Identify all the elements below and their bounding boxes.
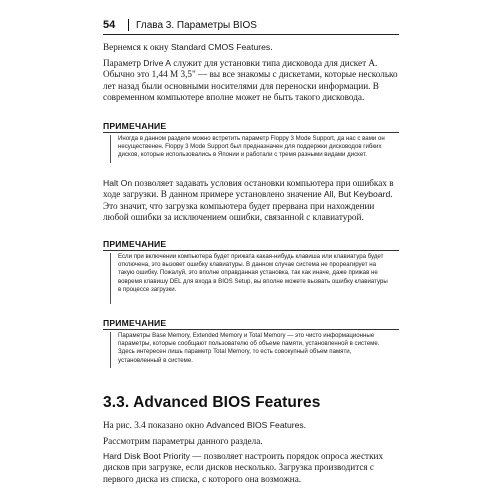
- paragraph-boot-priority: [103, 451, 399, 485]
- page-number: 54: [103, 19, 116, 31]
- paragraph-intro: [103, 42, 399, 53]
- note-bar: [110, 332, 111, 368]
- term-standard-cmos: Standard CMOS Features: [170, 42, 271, 52]
- paragraph-text: позволяет задавать условия остановки компьютера при ошибках в ходе загрузки. В данном примере установлено значение: [103, 178, 394, 200]
- header-rule: [103, 34, 399, 35]
- paragraph-consider: Рассмотрим параметры данного раздела.: [103, 436, 263, 446]
- term-halt-on: Halt On: [103, 178, 133, 188]
- note-heading: ПРИМЕЧАНИЕ: [103, 318, 167, 328]
- running-header: [103, 16, 403, 34]
- paragraph-figure-ref: [103, 420, 399, 431]
- term-drive-a: Drive A: [143, 58, 171, 68]
- note-rule: [103, 329, 399, 330]
- paragraph-drive-a: [103, 58, 399, 104]
- paragraph-text: Вернемся к окну: [103, 42, 171, 52]
- note-text: Иногда в данном разделе можно встретить параметр Floppy 3 Mode Support, да нас с вами он несущественен. Floppy 3 Mode Support был предназначен для поддержки дисководов гибких дисков, которые использовались в Японии и работали с тремя разными видами дискет.: [118, 135, 385, 159]
- paragraph-end: .: [303, 420, 307, 430]
- note-bar: [110, 135, 111, 163]
- note-rule: [103, 250, 399, 251]
- chapter-title: Глава 3. Параметры BIOS: [136, 20, 257, 31]
- paragraph-text: служит для установки типа дисковода для дискет A. Обычно это 1,44 M 3,5" — вы все знакомы с дискетами, которые несколько лет назад были основными носителями для переноски информации. В современном компьютере вполне может не быть такого дисковода.: [103, 58, 398, 103]
- term-advanced-bios: Advanced BIOS Features: [206, 420, 304, 430]
- paragraph-text: — позволяет настроить порядок опроса жестких дисков при загрузке, если дисков несколько. Загрузка производится с первого диска из списка, с которого она возможна.: [103, 451, 384, 484]
- note-text: Если при включении компьютера будет прижата какая-нибудь клавиша или клавиатура будет отключена, это вызовет ошибку клавиатуры. В данном случае система не прореагирует на такую ошибку. Пожалуй, это вполне оправданная установка, так как иначе, даже прижав не вовремя клавишу DEL для входа в BIOS Setup, вы вполне можете вызвать ошибку клавиатуры в процессе загрузки.: [118, 253, 388, 293]
- paragraph-text: . Это значит, что загрузка компьютера будет прервана при нахождении любой ошибки за исключением ошибки, связанной с клавиатурой.: [103, 189, 393, 223]
- header-separator: [128, 19, 129, 31]
- note-bar: [110, 253, 111, 304]
- paragraph-halt-on: [103, 178, 399, 224]
- paragraph-text: Параметр: [103, 58, 144, 68]
- note-heading: ПРИМЕЧАНИЕ: [103, 121, 167, 131]
- note-text: Параметры Base Memory, Extended Memory и Total Memory — это чисто информационные параметры, которые сообщают пользователю об объеме памяти, установленной в системе. Здесь интересен лишь параметр Total Memory, то есть совокупный объем памяти, установленный в системе.: [118, 332, 380, 364]
- note-rule: [103, 132, 399, 133]
- paragraph-text: На рис. 3.4 показано окно: [103, 420, 207, 430]
- term-all-but-keyboard: All, But Keyboard: [323, 189, 391, 200]
- section-title: 3.3. Advanced BIOS Features: [103, 394, 321, 411]
- term-hard-disk-boot-priority: Hard Disk Boot Priority: [103, 451, 190, 461]
- note-heading: ПРИМЕЧАНИЕ: [103, 239, 167, 249]
- paragraph-end: .: [270, 42, 273, 52]
